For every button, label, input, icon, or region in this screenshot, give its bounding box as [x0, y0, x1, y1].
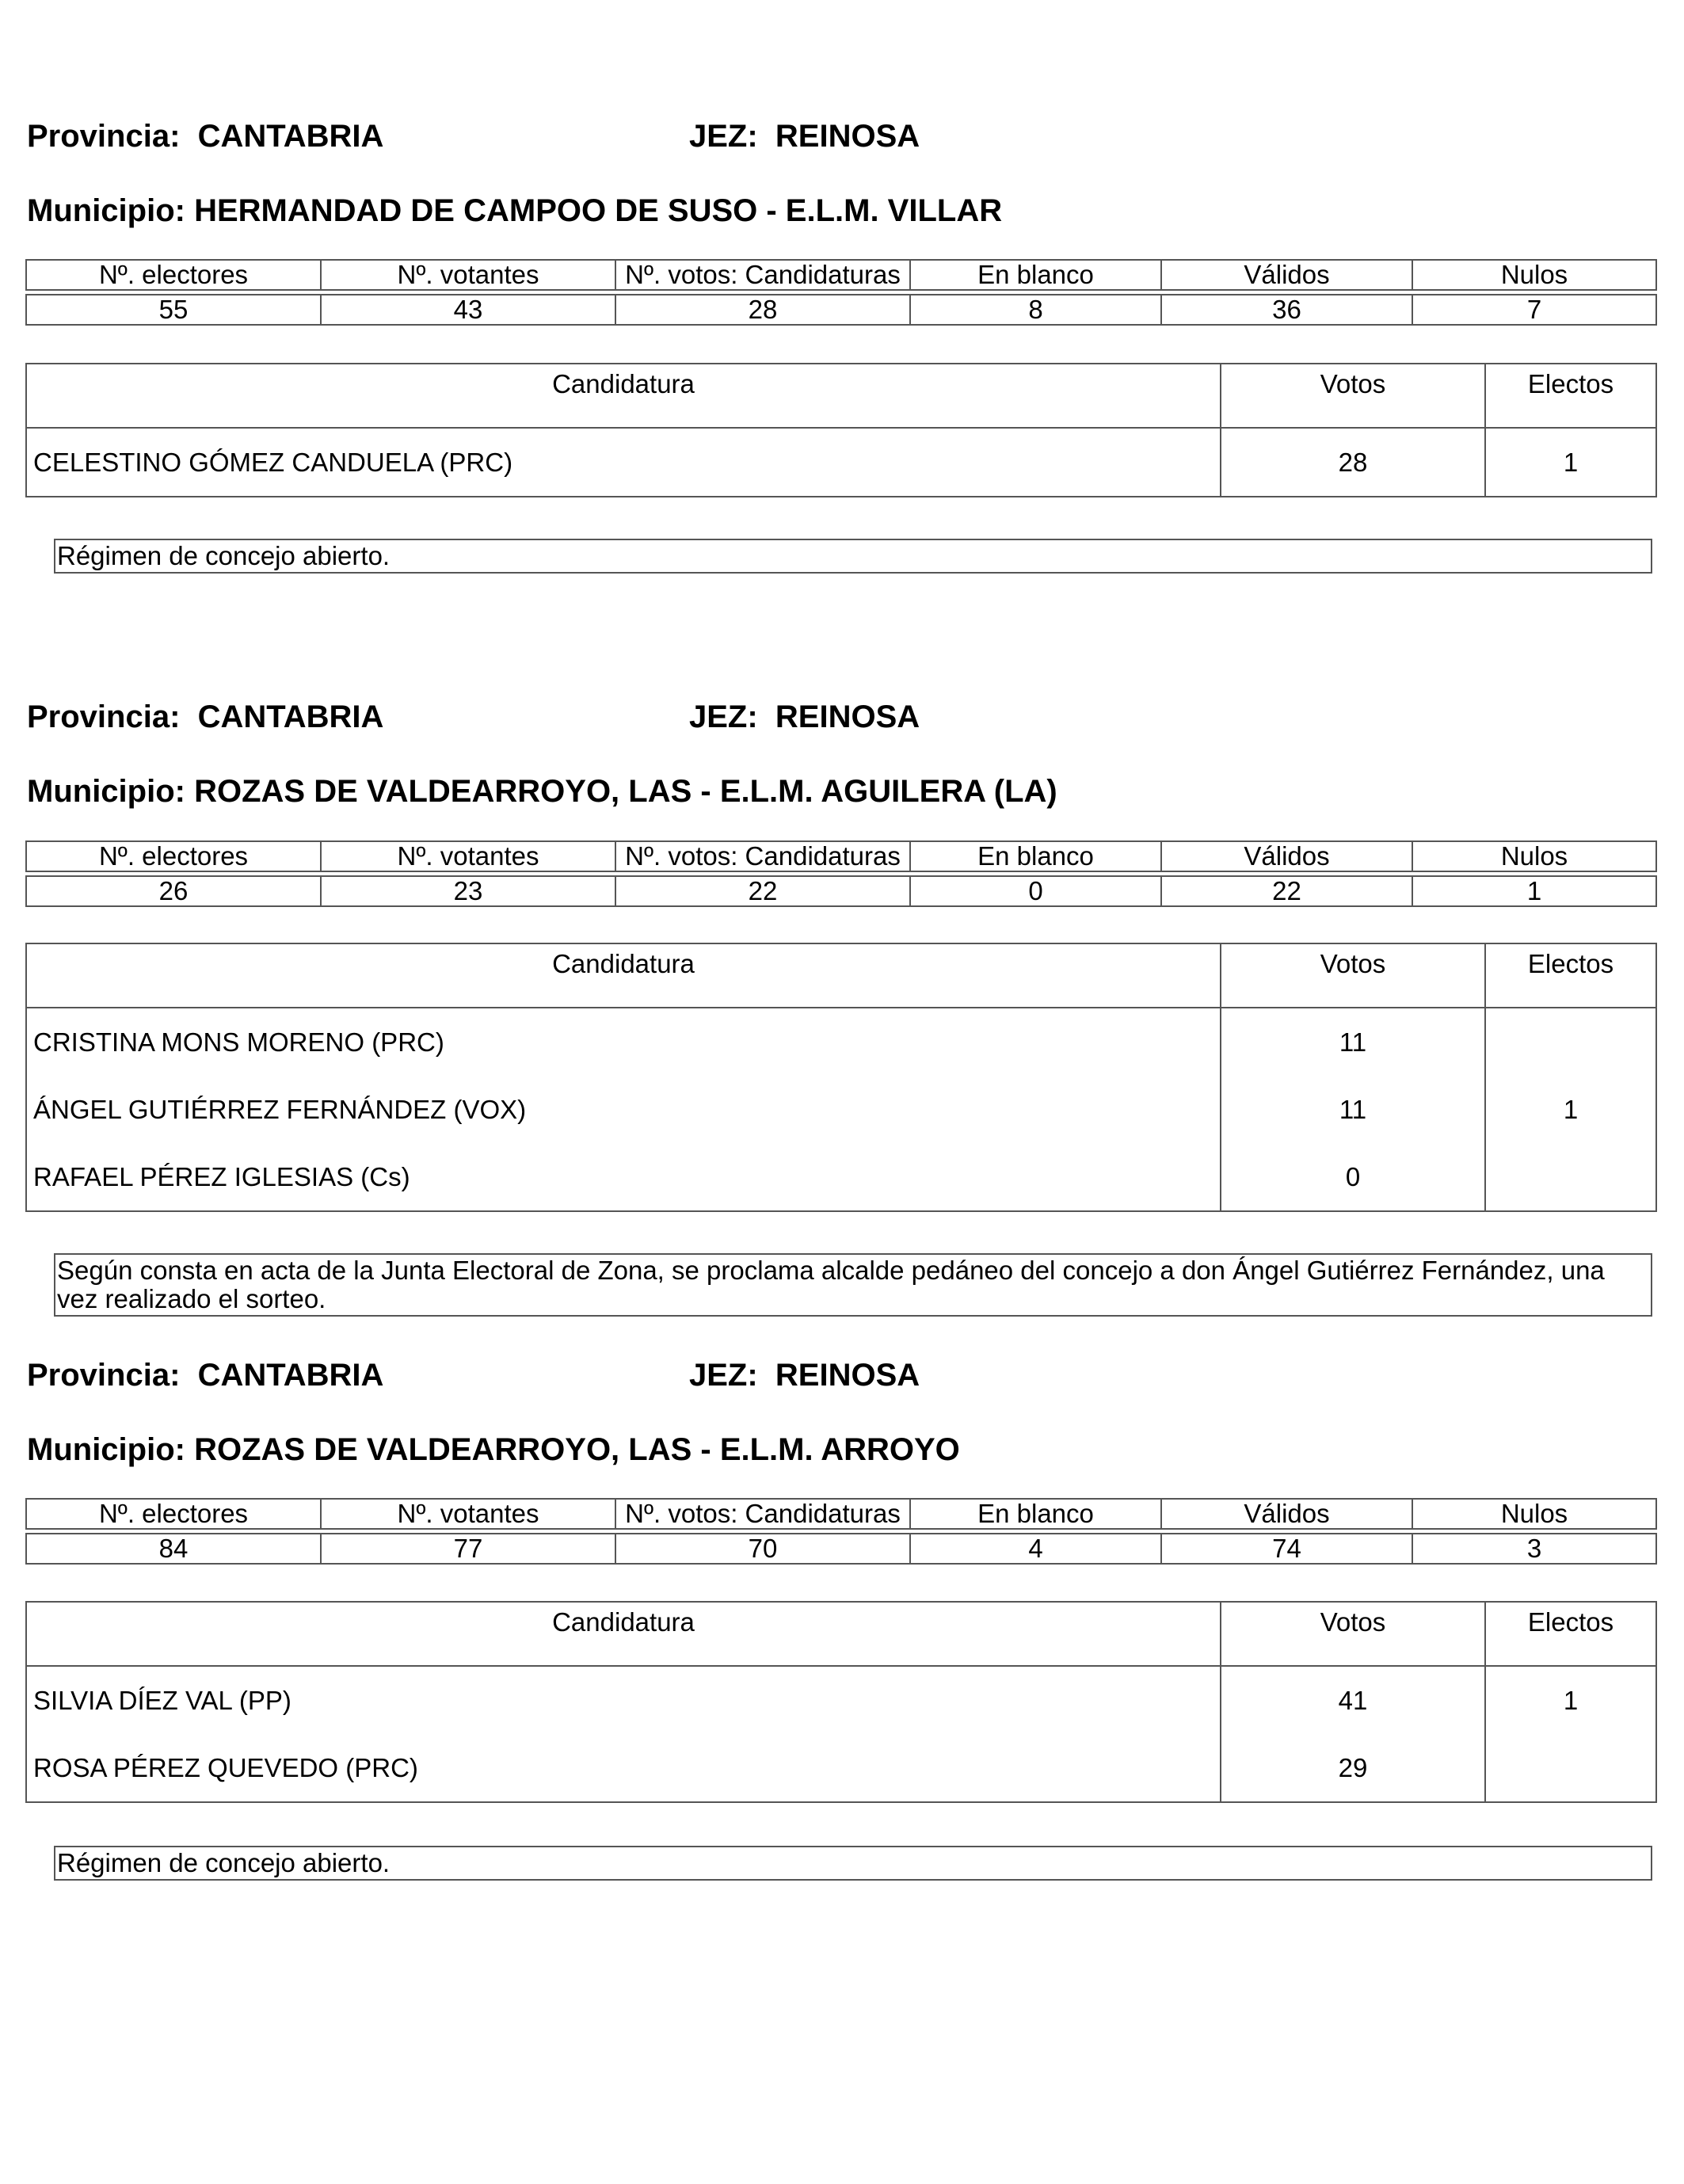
stats-value: 7: [1412, 295, 1656, 325]
electos-header: Electos: [1485, 364, 1656, 428]
candidate-votos: 0: [1221, 1143, 1485, 1211]
municipio-value: ROZAS DE VALDEARROYO, LAS - E.L.M. ARROYO: [194, 1432, 960, 1467]
candidate-electos: 1: [1485, 428, 1656, 497]
note-box: Según consta en acta de la Junta Electoral de Zona, se proclama alcalde pedáneo del concejo a don Ángel Gutiérrez Fernández, una vez realizado el sorteo.: [54, 1253, 1652, 1317]
stats-header: Nº. votantes: [321, 260, 615, 290]
stats-header: Nulos: [1412, 1499, 1656, 1529]
jez-label: JEZ:: [689, 1358, 758, 1393]
municipio-heading: [27, 776, 1057, 807]
votos-header: Votos: [1221, 364, 1485, 428]
stats-value-row: [26, 295, 1656, 325]
stats-value: 84: [26, 1534, 321, 1564]
candidate-name: RAFAEL PÉREZ IGLESIAS (Cs): [26, 1143, 1221, 1211]
municipio-label: Municipio:: [27, 193, 185, 228]
stats-header: Nulos: [1412, 841, 1656, 871]
stats-header: Nº. electores: [26, 260, 321, 290]
candidate-row: [26, 1143, 1656, 1211]
provincia-label: Provincia:: [27, 699, 181, 734]
jez-value: REINOSA: [775, 1358, 920, 1393]
municipio-value: HERMANDAD DE CAMPOO DE SUSO - E.L.M. VILLAR: [194, 193, 1003, 228]
stats-value: 0: [910, 876, 1161, 906]
provincia-heading: [27, 120, 383, 152]
stats-header: En blanco: [910, 260, 1161, 290]
candidate-row: [26, 1734, 1656, 1802]
stats-value: 43: [321, 295, 615, 325]
candidate-votos: 28: [1221, 428, 1485, 497]
electos-header: Electos: [1485, 1602, 1656, 1666]
stats-header-row: [26, 1499, 1656, 1529]
stats-header: En blanco: [910, 1499, 1161, 1529]
municipio-heading: [27, 1434, 960, 1466]
candidatura-header: Candidatura: [26, 364, 1221, 428]
stats-header: Válidos: [1161, 841, 1412, 871]
stats-value: 28: [615, 295, 910, 325]
municipio-heading: [27, 195, 1002, 227]
jez-label: JEZ:: [689, 699, 758, 734]
candidates-table: [25, 943, 1657, 1212]
candidate-name: SILVIA DÍEZ VAL (PP): [26, 1666, 1221, 1734]
candidate-electos: [1485, 1008, 1656, 1076]
stats-header: Nº. electores: [26, 1499, 321, 1529]
stats-header: Válidos: [1161, 1499, 1412, 1529]
provincia-label: Provincia:: [27, 1358, 181, 1393]
votos-header: Votos: [1221, 1602, 1485, 1666]
candidates-table: [25, 1601, 1657, 1803]
candidate-votos: 11: [1221, 1076, 1485, 1143]
jez-label: JEZ:: [689, 119, 758, 154]
stats-value: 23: [321, 876, 615, 906]
candidate-name: CRISTINA MONS MORENO (PRC): [26, 1008, 1221, 1076]
stats-value: 22: [615, 876, 910, 906]
stats-header: Nº. votos: Candidaturas: [615, 841, 910, 871]
stats-value: 4: [910, 1534, 1161, 1564]
candidate-votos: 11: [1221, 1008, 1485, 1076]
stats-table: [25, 840, 1657, 907]
candidatura-header: Candidatura: [26, 943, 1221, 1008]
stats-header: Nº. electores: [26, 841, 321, 871]
stats-header: Nº. votantes: [321, 841, 615, 871]
jez-heading: [689, 701, 920, 733]
stats-value: 70: [615, 1534, 910, 1564]
candidate-name: CELESTINO GÓMEZ CANDUELA (PRC): [26, 428, 1221, 497]
provincia-value: CANTABRIA: [197, 119, 384, 154]
jez-value: REINOSA: [775, 119, 920, 154]
candidates-header-row: [26, 1602, 1656, 1666]
electos-header: Electos: [1485, 943, 1656, 1008]
candidate-votos: 29: [1221, 1734, 1485, 1802]
stats-header: Nº. votos: Candidaturas: [615, 260, 910, 290]
stats-value: 1: [1412, 876, 1656, 906]
jez-value: REINOSA: [775, 699, 920, 734]
candidate-row: [26, 1076, 1656, 1143]
votos-header: Votos: [1221, 943, 1485, 1008]
stats-header: Nº. votantes: [321, 1499, 615, 1529]
provincia-heading: [27, 1359, 383, 1391]
municipio-label: Municipio:: [27, 774, 185, 809]
municipio-value: ROZAS DE VALDEARROYO, LAS - E.L.M. AGUILERA (LA): [194, 774, 1057, 809]
stats-header: En blanco: [910, 841, 1161, 871]
candidate-row: [26, 428, 1656, 497]
provincia-heading: [27, 701, 383, 733]
provincia-value: CANTABRIA: [197, 1358, 384, 1393]
candidate-row: [26, 1666, 1656, 1734]
stats-value: 3: [1412, 1534, 1656, 1564]
note-box: Régimen de concejo abierto.: [54, 1846, 1652, 1881]
candidates-header-row: [26, 943, 1656, 1008]
provincia-value: CANTABRIA: [197, 699, 384, 734]
stats-value: 26: [26, 876, 321, 906]
candidate-votos: 41: [1221, 1666, 1485, 1734]
candidate-electos: [1485, 1143, 1656, 1211]
stats-table: [25, 259, 1657, 326]
jez-heading: [689, 1359, 920, 1391]
stats-value-row: [26, 1534, 1656, 1564]
candidate-electos: 1: [1485, 1076, 1656, 1143]
stats-header: Nº. votos: Candidaturas: [615, 1499, 910, 1529]
candidate-electos: 1: [1485, 1666, 1656, 1734]
stats-value: 22: [1161, 876, 1412, 906]
stats-table: [25, 1498, 1657, 1565]
candidates-table: [25, 363, 1657, 497]
provincia-label: Provincia:: [27, 119, 181, 154]
note-box: Régimen de concejo abierto.: [54, 539, 1652, 574]
stats-header-row: [26, 260, 1656, 290]
stats-value-row: [26, 876, 1656, 906]
stats-header-row: [26, 841, 1656, 871]
candidates-header-row: [26, 364, 1656, 428]
stats-value: 77: [321, 1534, 615, 1564]
stats-header: Válidos: [1161, 260, 1412, 290]
candidate-name: ÁNGEL GUTIÉRREZ FERNÁNDEZ (VOX): [26, 1076, 1221, 1143]
stats-header: Nulos: [1412, 260, 1656, 290]
candidate-name: ROSA PÉREZ QUEVEDO (PRC): [26, 1734, 1221, 1802]
stats-value: 55: [26, 295, 321, 325]
municipio-label: Municipio:: [27, 1432, 185, 1467]
stats-value: 8: [910, 295, 1161, 325]
stats-value: 74: [1161, 1534, 1412, 1564]
candidatura-header: Candidatura: [26, 1602, 1221, 1666]
stats-value: 36: [1161, 295, 1412, 325]
candidate-electos: [1485, 1734, 1656, 1802]
jez-heading: [689, 120, 920, 152]
candidate-row: [26, 1008, 1656, 1076]
